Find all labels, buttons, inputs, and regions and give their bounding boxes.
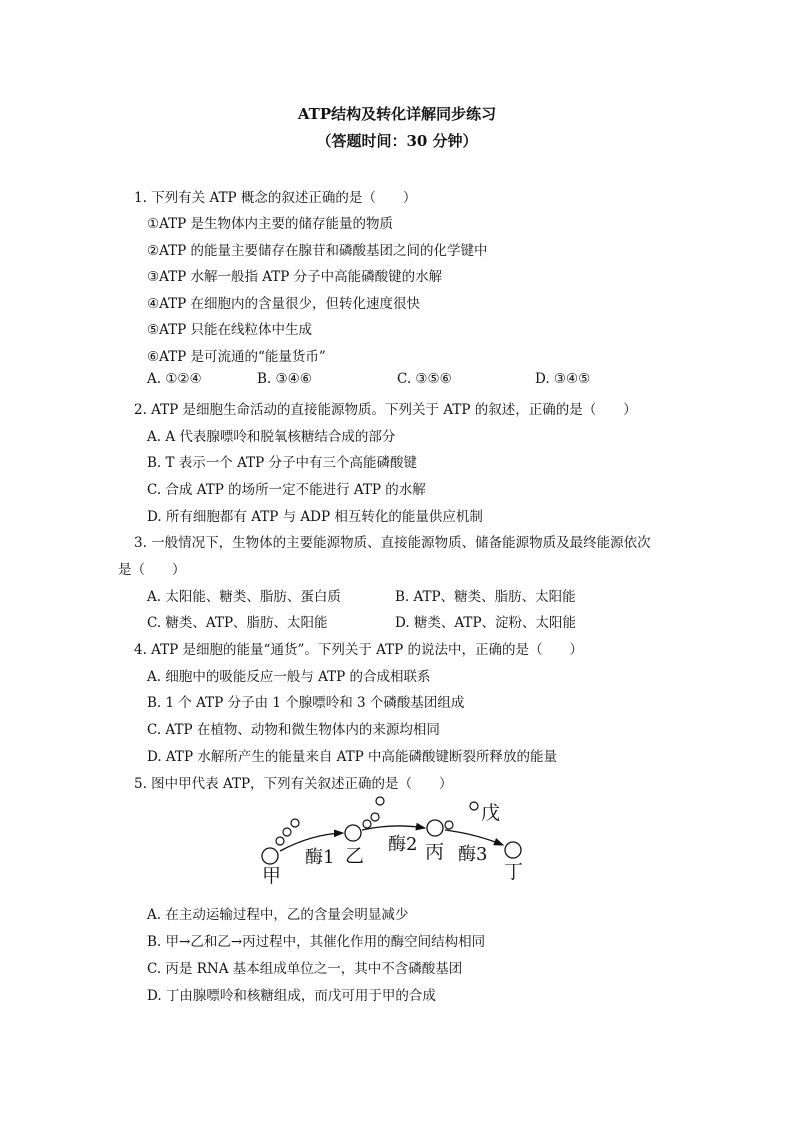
question-1-option-d: D. ③④⑤: [535, 371, 591, 387]
question-1-option-b: B. ③④⑥: [257, 371, 312, 387]
question-2-option-c: C. 合成 ATP 的场所一定不能进行 ATP 的水解: [147, 482, 426, 498]
question-5-option-b: B. 甲→乙和乙→丙过程中，其催化作用的酶空间结构相同: [147, 934, 486, 950]
question-5-option-d: D. 丁由腺嘌呤和核糖组成，而戊可用于甲的合成: [147, 988, 436, 1004]
question-2-option-b: B. T 表示一个 ATP 分子中有三个高能磷酸键: [147, 455, 417, 471]
question-1-statement: ⑥ATP 是可流通的“能量货币”: [147, 349, 326, 365]
molecule-bing-circle: [427, 820, 443, 836]
molecule-jia-circle: [262, 848, 278, 864]
molecule-ding-circle: [505, 842, 521, 858]
arrow-yi-to-bing: [362, 826, 425, 830]
phosphate-circle: [276, 837, 284, 845]
question-4-option-c: C. ATP 在植物、动物和微生物体内的来源均相同: [147, 722, 440, 738]
question-5-option-a: A. 在主动运输过程中，乙的含量会明显减少: [147, 907, 409, 923]
molecule-wu-circle: [470, 802, 478, 810]
arrow-bing-to-ding: [445, 830, 503, 845]
phosphate-circle: [283, 828, 291, 836]
question-1-statement: ③ATP 水解一般指 ATP 分子中高能磷酸键的水解: [147, 269, 443, 285]
question-1-statement: ④ATP 在细胞内的含量很少，但转化速度很快: [147, 296, 420, 312]
phosphate-circle: [291, 819, 299, 827]
label-enzyme-3: 酶3: [458, 844, 488, 865]
question-1-option-a: A. ①②④: [147, 371, 202, 387]
question-1-stem: 1. 下列有关 ATP 概念的叙述正确的是（ ）: [134, 190, 417, 206]
page-subtitle: （答题时间：30 分钟）: [316, 132, 478, 150]
question-1-statement: ①ATP 是生物体内主要的储存能量的物质: [147, 216, 393, 232]
phosphate-circle: [445, 821, 453, 829]
label-bing: 丙: [425, 841, 445, 863]
label-yi: 乙: [345, 845, 365, 867]
question-2-option-d: D. 所有细胞都有 ATP 与 ADP 相互转化的能量供应机制: [147, 509, 483, 525]
question-4-stem: 4. ATP 是细胞的能量“通货”。下列关于 ATP 的说法中，正确的是（ ）: [134, 642, 584, 658]
question-3-option-d: D. 糖类、ATP、淀粉、太阳能: [395, 615, 577, 631]
label-enzyme-1: 酶1: [305, 847, 335, 868]
molecule-yi-circle: [345, 825, 361, 841]
question-2-stem: 2. ATP 是细胞生命活动的直接能源物质。下列关于 ATP 的叙述，正确的是（ ）: [134, 402, 637, 418]
question-3-option-c: C. 糖类、ATP、脂肪、太阳能: [147, 615, 328, 631]
phosphate-circle: [363, 820, 371, 828]
question-4-option-a: A. 细胞中的吸能反应一般与 ATP 的合成相联系: [147, 669, 431, 685]
question-3-stem: 3. 一般情况下，生物体的主要能源物质、直接能源物质、储备能源物质及最终能源依次: [134, 535, 651, 551]
page-title: ATP结构及转化详解同步练习: [297, 105, 497, 123]
label-jia: 甲: [262, 865, 282, 887]
released-phosphate-circle: [376, 797, 384, 805]
question-3-stem-continued: 是（ ）: [118, 562, 186, 578]
question-2-option-a: A. A 代表腺嘌呤和脱氧核糖结合成的部分: [147, 429, 396, 445]
question-3-option-a: A. 太阳能、糖类、脂肪、蛋白质: [147, 589, 341, 605]
label-ding: 丁: [504, 861, 524, 883]
question-4-option-d: D. ATP 水解所产生的能量来自 ATP 中高能磷酸键断裂所释放的能量: [147, 749, 557, 765]
question-1-option-c: C. ③⑤⑥: [397, 371, 452, 387]
question-5-stem: 5. 图中甲代表 ATP，下列有关叙述正确的是（ ）: [134, 776, 453, 792]
question-1-statement: ⑤ATP 只能在线粒体中生成: [147, 322, 312, 338]
question-1-statement: ②ATP 的能量主要储存在腺苷和磷酸基团之间的化学键中: [147, 243, 488, 259]
question-5-option-c: C. 丙是 RNA 基本组成单位之一，其中不含磷酸基团: [147, 961, 463, 977]
phosphate-circle: [371, 813, 379, 821]
question-3-option-b: B. ATP、糖类、脂肪、太阳能: [395, 589, 576, 605]
label-enzyme-2: 酶2: [388, 834, 418, 855]
question-4-option-b: B. 1 个 ATP 分子由 1 个腺嘌呤和 3 个磷酸基团组成: [147, 695, 465, 711]
label-wu: 戊: [481, 802, 501, 824]
